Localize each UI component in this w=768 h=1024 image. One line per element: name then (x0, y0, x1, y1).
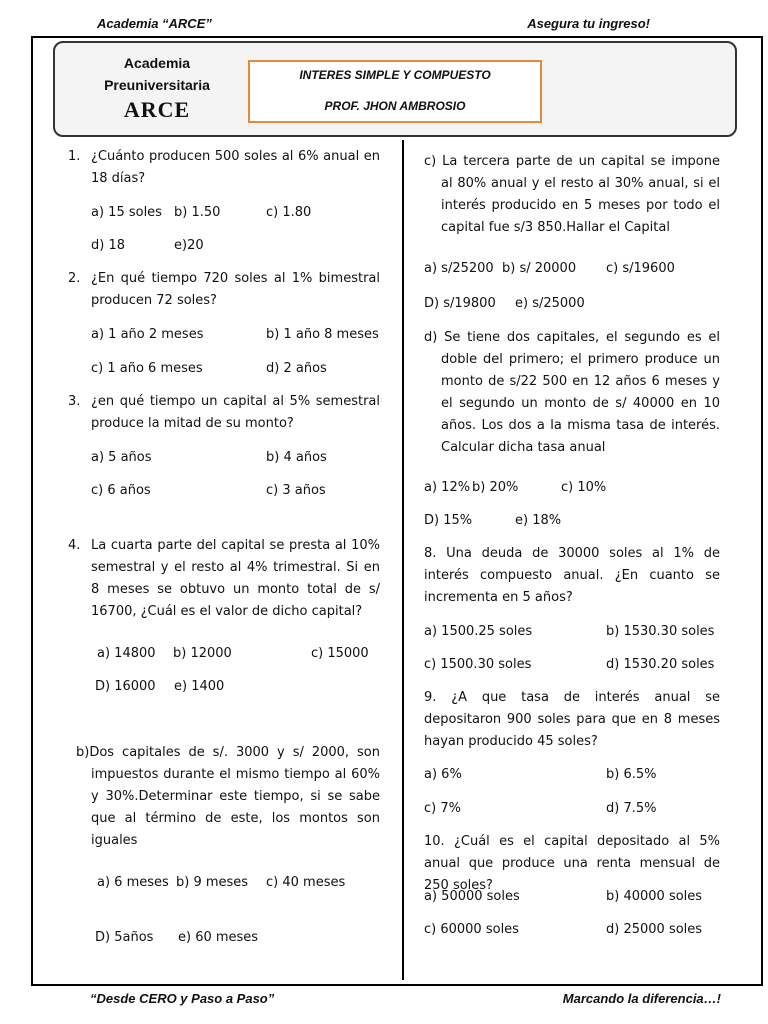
q3-text: ¿en qué tiempo un capital al 5% semestral produce la mitad de su monto? (91, 394, 380, 431)
q10-option-a: a) 50000 soles (424, 889, 520, 904)
qd-text-content: d) Se tiene dos capitales, el segundo es el doble del primero; el primero produce un monto de s/22 500 en 12 años 6 meses y el segundo un monto de s/ 40000 en 10 años. Los dos a la misma tasa de interés. Calcular dicha tasa anual (424, 330, 720, 455)
q1-option-a: a) 15 soles (91, 205, 162, 220)
footer-right: Marcando la diferencia…! (562, 991, 721, 1006)
footer-left: “Desde CERO y Paso a Paso” (90, 991, 275, 1006)
qb-text-content: b)Dos capitales de s/. 3000 y s/ 2000, son impuestos durante el mismo tiempo al 60% y 30%.Determinar este tiempo, si se sabe que al término de este, los montos son iguales (76, 745, 380, 848)
qb-option-e: e) 60 meses (178, 930, 259, 945)
running-header-left: Academia “ARCE” (97, 16, 212, 31)
q1-option-d: d) 18 (91, 238, 125, 253)
qb-option-b: b) 9 meses (176, 875, 249, 890)
q9-option-a: a) 6% (424, 767, 462, 782)
q1-text: ¿Cuánto producen 500 soles al 6% anual en 18 días? (91, 149, 380, 186)
q3-option-b: b) 4 años (266, 450, 327, 465)
q3-option-a: a) 5 años (91, 450, 152, 465)
qc-option-c: c) s/19600 (606, 261, 675, 276)
qd-option-c: c) 10% (561, 480, 607, 495)
q10-option-b: b) 40000 soles (606, 889, 703, 904)
logo-line-1: Academia (123, 55, 191, 71)
q4-text: La cuarta parte del capital se presta al 10% semestral y el resto al 4% trimestral. Si en 8 meses se obtuvo un monto total de s/ 16700, ¿Cuál es el valor de dicho capital? (91, 538, 380, 619)
q3-number: 3. (68, 394, 81, 409)
q1-number: 1. (68, 149, 81, 164)
q2-text: ¿En qué tiempo 720 soles al 1% bimestral producen 72 soles? (91, 271, 380, 308)
q8-text: 8. Una deuda de 30000 soles al 1% de interés compuesto anual. ¿En cuanto se incrementa en 5 años? (424, 546, 720, 605)
q8-option-c: c) 1500.30 soles (424, 657, 532, 672)
q8-option-b: b) 1530.30 soles (606, 624, 715, 639)
title-box (248, 60, 542, 123)
column-divider (402, 140, 404, 980)
q9-option-b: b) 6.5% (606, 767, 657, 782)
q9-option-c: c) 7% (424, 801, 461, 816)
q2-number: 2. (68, 271, 81, 286)
q10-option-c: c) 60000 soles (424, 922, 519, 937)
q8-option-d: d) 1530.20 soles (606, 657, 715, 672)
q4-number: 4. (68, 538, 81, 553)
q1-option-e: e)20 (174, 238, 204, 253)
q4-option-a: a) 14800 (97, 646, 156, 661)
qd-option-a: a) 12% (424, 480, 471, 495)
qc-option-b: b) s/ 20000 (502, 261, 577, 276)
q1-option-b: b) 1.50 (174, 205, 221, 220)
qd-text (424, 327, 720, 459)
q9-text: 9. ¿A que tasa de interés anual se depositaron 900 soles para que en 8 meses hayan producido 45 soles? (424, 690, 720, 749)
qc-text (424, 151, 720, 239)
logo-line-3: ARCE (123, 97, 191, 122)
logo-line-2: Preuniversitaria (104, 77, 210, 93)
qb-option-d: D) 5años (95, 930, 154, 945)
q9-option-d: d) 7.5% (606, 801, 657, 816)
qc-option-a: a) s/25200 (424, 261, 494, 276)
qb-option-a: a) 6 meses (97, 875, 169, 890)
q2-option-b: b) 1 año 8 meses (266, 327, 379, 342)
q4-option-b: b) 12000 (173, 646, 232, 661)
q8-option-a: a) 1500.25 soles (424, 624, 533, 639)
q2-option-a: a) 1 año 2 meses (91, 327, 204, 342)
academy-logo (72, 52, 242, 124)
q3-option-d: c) 3 años (266, 483, 326, 498)
qb-option-c: c) 40 meses (266, 875, 346, 890)
qd-option-e: e) 18% (515, 513, 562, 528)
qc-option-e: e) s/25000 (515, 296, 585, 311)
qd-option-d: D) 15% (424, 513, 473, 528)
q4-option-d: D) 16000 (95, 679, 156, 694)
teacher-name: PROF. JHON AMBROSIO (324, 99, 466, 113)
qd-option-b: b) 20% (472, 480, 519, 495)
document-title: INTERES SIMPLE Y COMPUESTO (299, 68, 491, 82)
q4-option-c: c) 15000 (311, 646, 369, 661)
running-header-right: Asegura tu ingreso! (527, 16, 650, 31)
q1-option-c: c) 1.80 (266, 205, 312, 220)
qb-text (76, 742, 380, 852)
q2-option-d: d) 2 años (266, 361, 327, 376)
q10-option-d: d) 25000 soles (606, 922, 703, 937)
q10-text: 10. ¿Cuál es el capital depositado al 5% anual que produce una renta mensual de 250 soles? (424, 834, 720, 893)
qc-option-d: D) s/19800 (424, 296, 496, 311)
q2-option-c: c) 1 año 6 meses (91, 361, 203, 376)
q3-option-c: c) 6 años (91, 483, 151, 498)
q4-option-e: e) 1400 (174, 679, 225, 694)
qc-text-content: c) La tercera parte de un capital se impone al 80% anual y el resto al 30% anual, si el interés producido en 5 meses por todo el capital fue s/3 850.Hallar el Capital (424, 154, 720, 235)
